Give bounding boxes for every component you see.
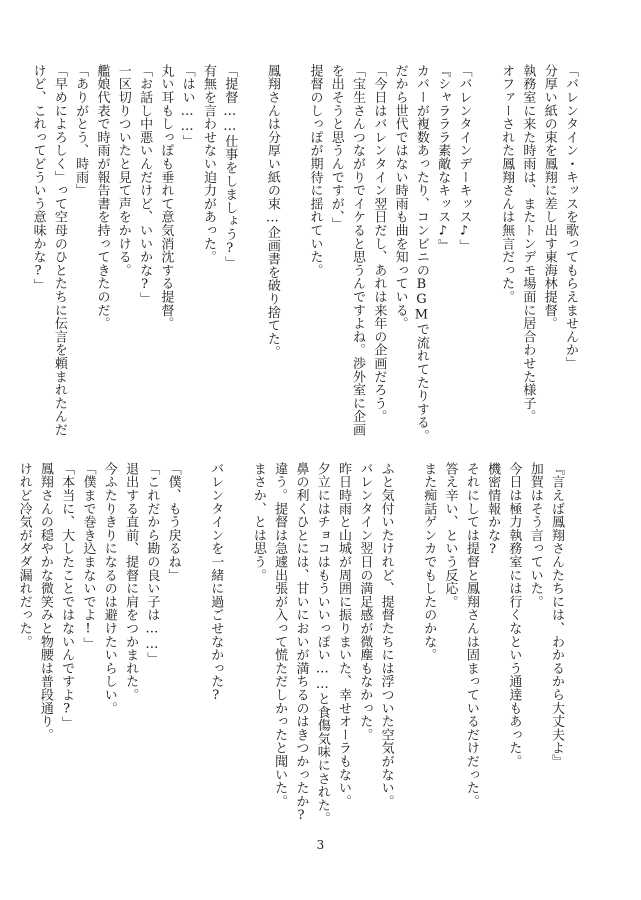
text-line: 今ふたりきりになるのは避けたいらしい。 bbox=[101, 462, 117, 715]
top-text-block bbox=[27, 64, 581, 443]
text-line: 鼻の利くひとには、甘いにおいが満ちるのはきつかったか? bbox=[293, 462, 309, 824]
text-line: 「本当に、大したことではないんですよ?」 bbox=[59, 462, 75, 730]
text-line: 『シャラララ素敵なキッス♪』 bbox=[435, 64, 451, 253]
text-line: けれど冷気がダダ漏れだった。 bbox=[16, 462, 32, 649]
bottom-text-block bbox=[13, 462, 567, 826]
text-line: 鳳翔さんの穏やかな微笑みと物腰は普段通り。 bbox=[37, 462, 53, 742]
text-line: 「提督……仕事をしましょう?」 bbox=[222, 64, 238, 270]
text-line: まさか、とは思う。 bbox=[250, 462, 266, 582]
page-number: 3 bbox=[316, 838, 325, 852]
text-line: 「お話し中悪いんだけど、いいかな?」 bbox=[137, 64, 153, 306]
text-line: 答え辛い、という反応。 bbox=[442, 462, 458, 609]
text-line: オファーされた鳳翔さんは無言だった。 bbox=[499, 64, 515, 304]
text-line: 違う。提督は急遽出張が入って慌ただしかったと聞いた。 bbox=[272, 462, 288, 808]
text-line: 『言えば鳳翔さんたちには、わかるから大丈夫よ』 bbox=[549, 462, 564, 768]
text-line: 鳳翔さんは分厚い紙の束…企画書を破り捨てた。 bbox=[264, 64, 280, 359]
text-line: 昨日時雨と山城が周囲に振りまいた、幸せオーラもない。 bbox=[336, 462, 352, 808]
text-line: バレンタインを一緒に過ごせなかった? bbox=[208, 462, 224, 704]
text-line: 「僕、もう戻るね」 bbox=[165, 462, 181, 582]
text-line: 「早めによろしく」って空母のひとたちに伝言を頼まれたんだ bbox=[51, 64, 67, 437]
text-line: 夕立にはチョコはもういいっぽい……と食傷気味にされた。 bbox=[314, 462, 330, 826]
text-line: けど、これってどういう意味かな?」 bbox=[30, 64, 46, 293]
text-line: それにしては提督と鳳翔さんは固まっているだけだった。 bbox=[463, 462, 479, 808]
text-line: ふと気付いたけれど、提督たちには浮ついた空気がない。 bbox=[378, 462, 394, 808]
text-line: また痴話ゲンカでもしたのかな。 bbox=[421, 462, 437, 662]
text-line: 「バレンタイン・キッスを歌ってもらえませんか」 bbox=[563, 64, 578, 370]
text-line: 退出する直前、提督に肩をつかまれた。 bbox=[123, 462, 139, 702]
text-line: 「ありがとう、時雨」 bbox=[73, 64, 89, 197]
text-line: 執務室に来た時雨は、またトンデモ場面に居合わせた様子。 bbox=[520, 64, 536, 424]
text-line: カバーが複数あったり、コンビニのBGMで流れてたりする。 bbox=[413, 64, 429, 443]
text-line: 加賀はそう言っていた。 bbox=[527, 462, 543, 609]
text-line: 「僕まで巻き込まないでよ!」 bbox=[80, 462, 96, 651]
text-line: 有無を言わせない迫力があった。 bbox=[200, 64, 216, 264]
text-line: 分厚い紙の束を鳳翔に差し出す東海林提督。 bbox=[541, 64, 557, 330]
text-line: 一区切りついたと見て声をかける。 bbox=[115, 64, 131, 277]
text-line: を出そうと思うんですが、」 bbox=[328, 64, 344, 231]
text-line: 丸い耳もしっぽも垂れて意気消沈する提督。 bbox=[158, 64, 174, 330]
text-line: 「宝生さんつながりでイケると思うんですよね。渉外室に企画 bbox=[350, 64, 366, 437]
text-line: 今日は極力執務室には行くなという通達もあった。 bbox=[506, 462, 522, 768]
text-line: 提督のしっぽが期待に揺れていた。 bbox=[307, 64, 323, 277]
text-line: 「バレンタインデーキッス♪」 bbox=[456, 64, 472, 253]
text-line: 「これだから勘の良い子は……」 bbox=[144, 462, 160, 666]
text-line: 「はい……」 bbox=[179, 64, 195, 148]
text-line: 機密情報かな? bbox=[485, 462, 501, 558]
text-line: 艦娘代表で時雨が報告書を持ってきたのだ。 bbox=[94, 64, 110, 330]
text-line: だから世代ではない時雨も曲を知っている。 bbox=[392, 64, 408, 330]
text-line: 「今日はバレンタイン翌日だし、あれは来年の企画だろう。 bbox=[371, 64, 387, 424]
text-line: バレンタイン翌日の満足感が微塵もなかった。 bbox=[357, 462, 373, 742]
